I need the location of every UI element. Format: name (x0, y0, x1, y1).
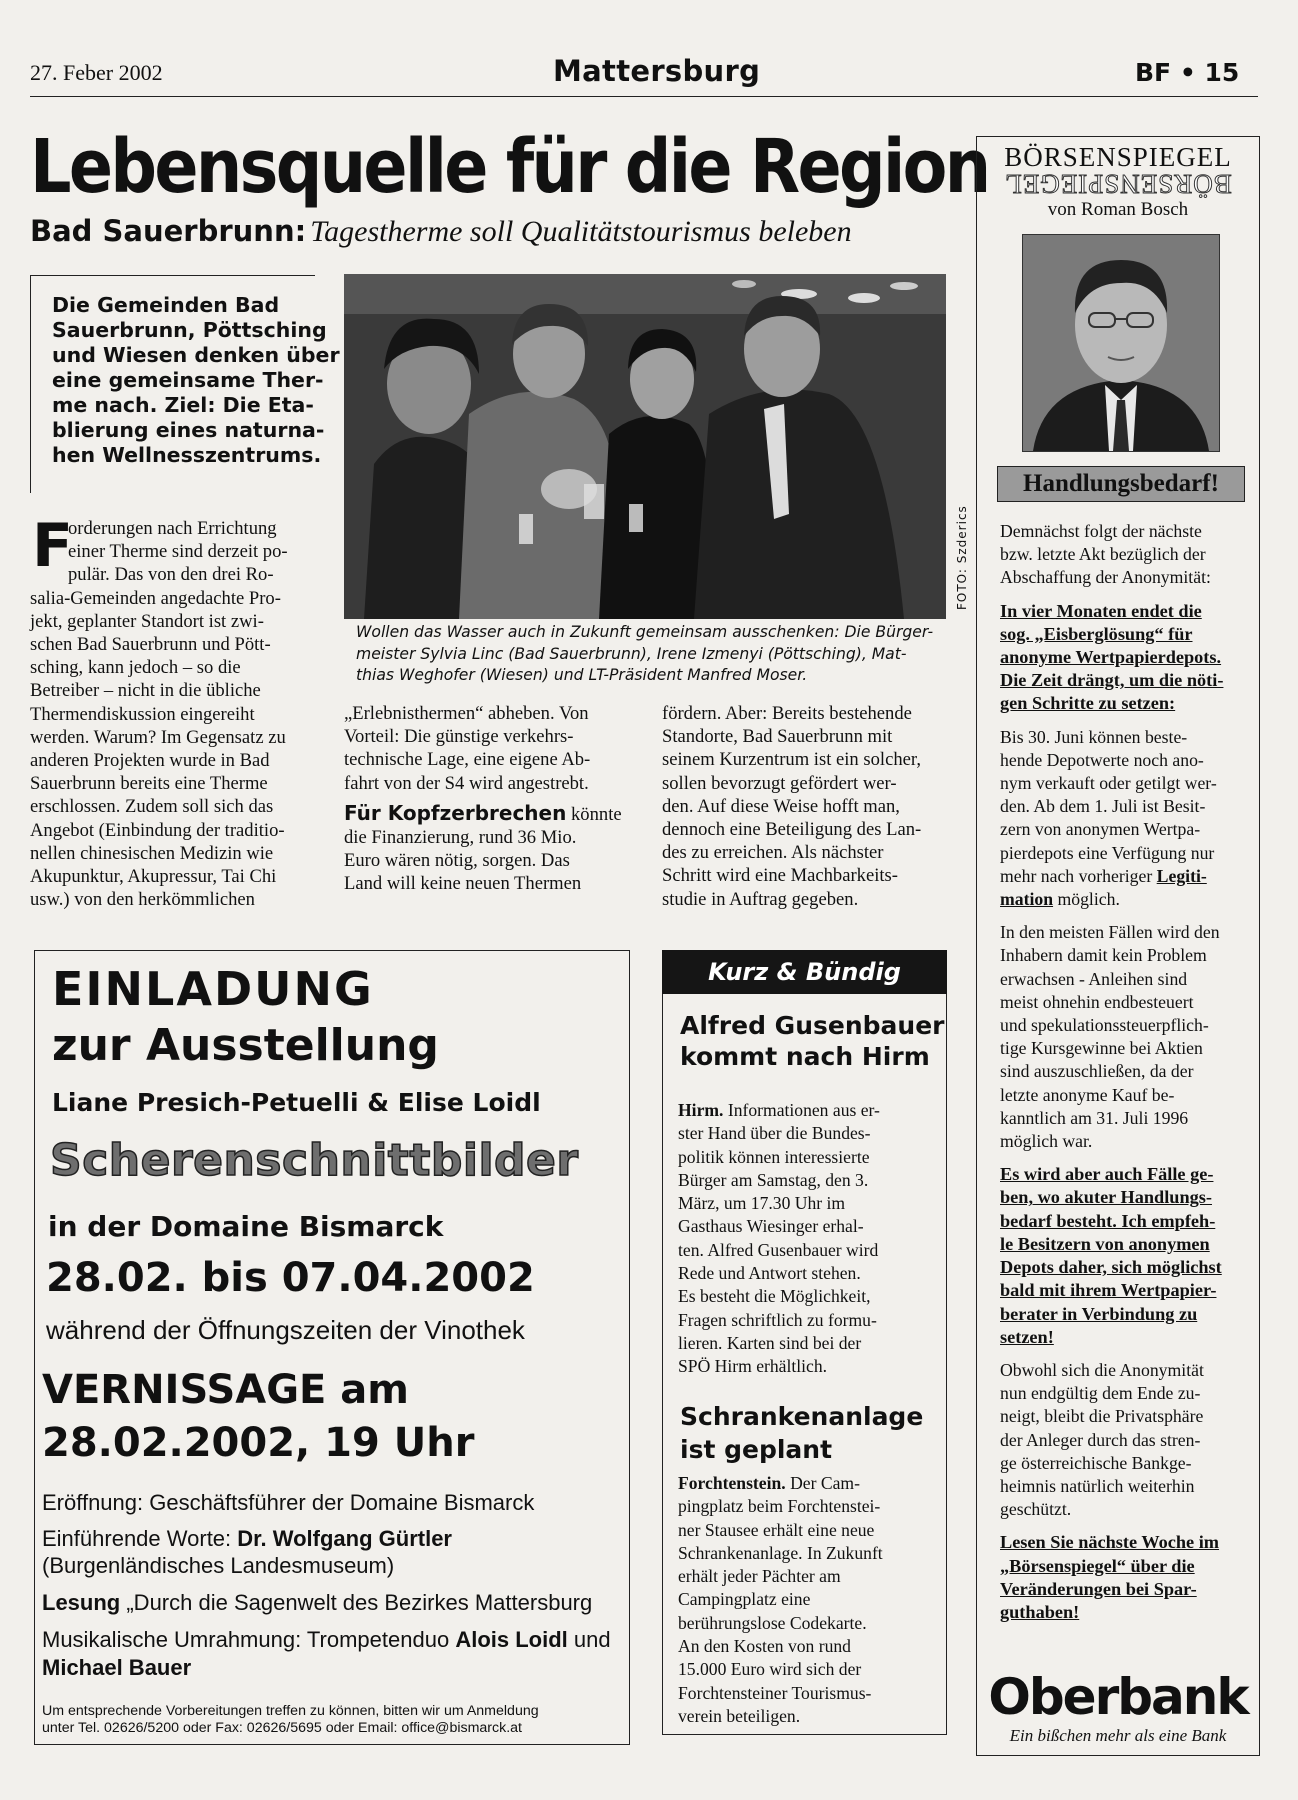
body-line: Land will keine neuen Thermen (344, 873, 582, 895)
body-line: erhält jeder Pächter am (678, 1566, 841, 1587)
body-line: Demnächst folgt der nächste (1000, 521, 1202, 541)
ad-music-name-2: Michael Bauer (42, 1655, 192, 1680)
body-line: bedarf besteht. Ich empfeh- (1000, 1210, 1216, 1231)
body-line: anonyme Wertpapierdepots. (1000, 647, 1222, 668)
article-subhead: Für Kopfzerbrechen (344, 800, 567, 825)
boersen-paragraph-6 (1000, 1359, 1244, 1521)
ad-footer-2: unter Tel. 02626/5200 oder Fax: 02626/5695 oder Email: office@bismarck.at (42, 1720, 522, 1736)
boersen-paragraph-1 (1000, 520, 1244, 590)
boersen-paragraph-5 (1000, 1163, 1244, 1349)
body-line: Sauerbrunn bereits eine Therme (30, 773, 268, 795)
body-line: die Finanzierung, rund 36 Mio. (344, 827, 577, 849)
lead-text (52, 293, 340, 468)
body-line: ten. Alfred Gusenbauer wird (678, 1239, 879, 1260)
body-line: Gasthaus Wiesinger erhal- (678, 1216, 864, 1237)
body-line: pierdepots eine Verfügung nur (1000, 842, 1215, 863)
body-line: heimnis natürlich weiterhin (1000, 1475, 1195, 1496)
body-line: neigt, bleibt die Privatsphäre (1000, 1406, 1204, 1427)
ad-music-label: Musikalische Umrahmung: Trompetenduo (42, 1627, 450, 1652)
body-line: Euro wären nötig, sorgen. Das (344, 850, 570, 872)
legitimation-part-1: Legiti- (1156, 865, 1207, 886)
body-line: mehr nach vorheriger Legiti- (1000, 865, 1207, 886)
ad-intro-name: Dr. Wolfgang Gürtler (237, 1526, 452, 1551)
kurz-head-line: kommt nach Hirm (680, 1042, 930, 1071)
photo-credit: FOTO: Szderics (955, 505, 969, 610)
body-line: An den Kosten von rund (678, 1636, 851, 1657)
body-line: verein beteiligen. (678, 1705, 801, 1726)
body-line: kanntlich am 31. Juli 1996 (1000, 1107, 1189, 1128)
body-line: jekt, geplanter Standort ist zwi- (30, 610, 264, 632)
section-title: Mattersburg (553, 54, 761, 88)
boersen-paragraph-7 (1000, 1531, 1244, 1624)
ad-einladung: EINLADUNG (52, 962, 374, 1016)
body-line: ster Hand über die Bundes- (678, 1123, 871, 1144)
body-line: und spekulationssteuerpflich- (1000, 1015, 1209, 1036)
body-line: Vorteil: Die günstige verkehrs- (344, 726, 574, 748)
body-line: erschlossen. Zudem soll sich das (30, 796, 274, 818)
ad-intro-label: Einführende Worte: (42, 1526, 232, 1551)
body-line: Die Zeit drängt, um die nöti- (1000, 670, 1224, 691)
boersen-author: von Roman Bosch (1047, 199, 1189, 220)
body-line: Hirm. Informationen aus er- (678, 1100, 880, 1120)
subhead-line (344, 802, 630, 826)
article-column-3 (662, 702, 948, 911)
body-line: politik können interessierte (678, 1146, 870, 1167)
body-line: berater in Verbindung zu (1000, 1303, 1198, 1324)
photo-illustration (344, 274, 946, 619)
body-line: Akupunktur, Akupressur, Tai Chi (30, 866, 277, 888)
body-line: „Erlebnisthermen“ abheben. Von (344, 703, 589, 724)
body-line: bzw. letzte Akt bezüglich der (1000, 544, 1206, 565)
kurz-head-line: Alfred Gusenbauer (680, 1011, 945, 1040)
body-line: März, um 17.30 Uhr im (678, 1193, 846, 1214)
body-line: Betreiber – nicht in die übliche (30, 680, 261, 702)
header-rule (30, 96, 1258, 97)
body-line: fördern. Aber: Bereits bestehende (662, 703, 912, 724)
body-line: zern von anonymen Wertpa- (1000, 819, 1201, 840)
ad-intro-org: (Burgenländisches Landesmuseum) (42, 1553, 395, 1578)
boersen-paragraph-2 (1000, 600, 1244, 716)
subheadline-kicker: Bad Sauerbrunn: (30, 214, 307, 248)
body-line: Bürger am Samstag, den 3. (678, 1169, 869, 1190)
kurz-place: Forchtenstein. (678, 1473, 786, 1493)
body-line: Standorte, Bad Sauerbrunn mit (662, 726, 893, 748)
body-line: meist ohnehin endbesteuert (1000, 991, 1194, 1012)
kurz-header: Kurz & Bündig (662, 950, 947, 994)
body-line: sind auszuschließen, da der (1000, 1061, 1194, 1082)
kurz-item-2-body (678, 1472, 930, 1728)
subheadline (30, 214, 852, 249)
ad-reading-label: Lesung (42, 1590, 121, 1615)
body-line: der Anleger durch das stren- (1000, 1429, 1201, 1450)
article-column-2 (344, 702, 630, 896)
body-line: studie in Auftrag gegeben. (662, 888, 859, 910)
body-line: 15.000 Euro wird sich der (678, 1659, 862, 1680)
subheadline-text: Tagestherme soll Qualitätstourismus beleben (310, 215, 852, 248)
ad-reading (42, 1590, 592, 1616)
body-line: Abschaffung der Anonymität: (1000, 567, 1211, 588)
body-line: anderen Projekten wurde in Bad (30, 750, 270, 772)
body-line: mation möglich. (1000, 889, 1120, 910)
body-line: gen Schritte zu setzen: (1000, 693, 1176, 714)
body-line: Fragen schriftlich zu formu- (678, 1309, 877, 1330)
dropcap: F (32, 511, 73, 581)
lead-line: Sauerbrunn, Pöttsching (52, 318, 327, 342)
caption-line: meister Sylvia Linc (Bad Sauerbrunn), Irene Izmenyi (Pöttsching), Mat- (356, 644, 907, 663)
lead-line: hen Wellnesszentrums. (52, 443, 322, 467)
body-line: seinem Kurzentrum ist ein solcher, (662, 749, 921, 771)
kurz-item-1-head (680, 1010, 944, 1072)
body-line: Rede und Antwort stehen. (678, 1263, 861, 1284)
body-line: orderungen nach Errichtung (68, 518, 277, 539)
body-line: lieren. Karten sind bei der (678, 1332, 862, 1353)
author-portrait (1022, 234, 1220, 452)
body-line: Forchtenstein. Der Cam- (678, 1473, 860, 1493)
body-line: Forchtensteiner Tourismus- (678, 1682, 872, 1703)
article-column-1 (30, 511, 314, 911)
body-line: guthaben! (1000, 1601, 1080, 1622)
body-line: setzen! (1000, 1326, 1054, 1347)
legitimation-part-2: mation (1000, 889, 1054, 910)
issue-date: 27. Feber 2002 (30, 60, 163, 85)
article-photo (344, 274, 946, 619)
body-line: SPÖ Hirm erhältlich. (678, 1356, 828, 1377)
ad-footer-1: Um entsprechende Vorbereitungen treffen zu können, bitten wir um Anmeldung (42, 1703, 539, 1719)
body-line: einer Therme sind derzeit po- (68, 541, 288, 563)
ad-intro (42, 1526, 452, 1552)
body-line: technische Lage, eine eigene Ab- (344, 749, 591, 771)
body-line: möglich war. (1000, 1131, 1093, 1152)
boersen-subhead: Handlungsbedarf! (997, 466, 1245, 502)
kurz-place: Hirm. (678, 1100, 724, 1120)
body-line: Angebot (Einbindung der traditio- (30, 819, 285, 841)
body-line: nun endgültig dem Ende zu- (1000, 1383, 1201, 1404)
body-line: Campingplatz eine (678, 1589, 811, 1610)
body-line: salia-Gemeinden angedachte Pro- (30, 587, 281, 609)
subhead-rest: könnte (571, 803, 622, 825)
lead-line: eine gemeinsame Ther- (52, 368, 324, 392)
body-line: den. Auf diese Weise hofft man, (662, 795, 900, 817)
page-label (1135, 58, 1239, 87)
ad-vernissage-2: 28.02.2002, 19 Uhr (42, 1420, 475, 1466)
body-line: Inhabern damit kein Problem (1000, 945, 1207, 966)
photo-caption (356, 622, 933, 687)
body-line: pingplatz beim Forchtenstei- (678, 1496, 881, 1517)
body-line: schen Bad Sauerbrunn und Pött- (30, 634, 271, 656)
paper-name: BF (1135, 58, 1172, 87)
kurz-item-2-head (680, 1400, 923, 1466)
lead-line: blierung eines naturna- (52, 418, 325, 442)
body-line: „Börsenspiegel“ über die (1000, 1555, 1195, 1576)
oberbank-slogan: Ein bißchen mehr als eine Bank (1009, 1726, 1227, 1745)
lead-top-rule (30, 275, 315, 276)
body-line: berührungslose Codekarte. (678, 1612, 867, 1633)
body-line: Schrankenanlage. In Zukunft (678, 1542, 883, 1563)
ad-reading-text: „Durch die Sagenwelt des Bezirkes Mattersburg (126, 1590, 593, 1615)
body-line: dennoch eine Beteiligung des Lan- (662, 819, 922, 841)
body-line: Schritt wird eine Machbarkeits- (662, 865, 898, 887)
kurz-item-1-body (678, 1099, 930, 1379)
kurz-head-line: ist geplant (680, 1435, 833, 1464)
body-line: den. Ab dem 1. Juli ist Besit- (1000, 796, 1206, 817)
boersen-paragraph-4 (1000, 921, 1244, 1153)
body-line: Veränderungen bei Spar- (1000, 1578, 1197, 1599)
portrait-illustration (1023, 235, 1219, 451)
ad-ausstellung: zur Ausstellung (52, 1020, 439, 1071)
ad-opening: Eröffnung: Geschäftsführer der Domaine Bismarck (42, 1490, 535, 1515)
body-line: werden. Warum? Im Gegensatz zu (30, 726, 286, 748)
ad-vernissage-1: VERNISSAGE am (42, 1367, 409, 1413)
caption-line: thias Weghofer (Wiesen) und LT-Präsident Manfred Moser. (356, 666, 808, 684)
boersen-text (1000, 520, 1244, 1624)
body-line: Bis 30. Juni können beste- (1000, 726, 1188, 747)
body-line: des zu erreichen. Als nächster (662, 842, 884, 864)
body-line: nellen chinesischen Medizin wie (30, 842, 274, 864)
body-line: ner Stausee erhält eine neue (678, 1519, 875, 1540)
body-line: ge österreichische Bankge- (1000, 1452, 1192, 1473)
ad-artists: Liane Presich-Petuelli & Elise Loidl (52, 1088, 541, 1117)
ad-venue: in der Domaine Bismarck (48, 1210, 444, 1243)
body-line: Lesen Sie nächste Woche im (1000, 1532, 1220, 1553)
body-line: sching, kann jedoch – so die (30, 657, 241, 679)
lead-line: Die Gemeinden Bad (52, 293, 280, 317)
caption-line: Wollen das Wasser auch in Zukunft gemeinsam ausschenken: Die Bürger- (356, 623, 934, 641)
body-line: Obwohl sich die Anonymität (1000, 1359, 1204, 1380)
body-line: bald mit ihrem Wertpapier- (1000, 1280, 1217, 1301)
body-line: hende Depotwerte noch ano- (1000, 749, 1204, 770)
body-line: sog. „Eisberglösung“ für (1000, 623, 1193, 644)
ad-dates: 28.02. bis 07.04.2002 (46, 1255, 535, 1301)
body-line: le Besitzern von anonymen (1000, 1233, 1210, 1254)
ad-music-name-1: Alois Loidl (455, 1627, 568, 1652)
body-line: geschützt. (1000, 1499, 1072, 1520)
body-line: ben, wo akuter Handlungs- (1000, 1187, 1212, 1208)
body-line: Depots daher, sich möglichst (1000, 1257, 1222, 1278)
lead-line: und Wiesen denken über (52, 343, 340, 367)
bullet-icon: • (1171, 58, 1205, 87)
boersen-title-mirror: BÖRSENSPIEGEL (1004, 169, 1232, 199)
lead-line: me nach. Ziel: Die Eta- (52, 393, 314, 417)
body-line: erwachsen - Anleihen sind (1000, 968, 1188, 989)
body-line: usw.) von den herkömmlichen (30, 889, 255, 911)
ad-music-and: und (573, 1627, 611, 1652)
body-line: In vier Monaten endet die (1000, 600, 1202, 621)
ad-work-title: Scherenschnittbilder (50, 1135, 579, 1186)
boersen-paragraph-3 (1000, 726, 1244, 912)
body-line: tige Kursgewinne bei Aktien (1000, 1038, 1203, 1059)
body-line: In den meisten Fällen wird den (1000, 922, 1220, 943)
body-line: Es besteht die Möglichkeit, (678, 1286, 871, 1307)
body-line: Thermendiskussion eingereiht (30, 703, 255, 725)
lead-left-rule (30, 275, 31, 493)
ad-hours: während der Öffnungszeiten der Vinothek (46, 1315, 525, 1345)
ad-music (42, 1627, 611, 1653)
body-line: fahrt von der S4 wird angestrebt. (344, 772, 589, 794)
page-number: 15 (1204, 58, 1240, 87)
body-line: nym verkauft oder getilgt wer- (1000, 773, 1217, 794)
body-line: letzte anonyme Kauf be- (1000, 1084, 1175, 1105)
oberbank-logo: Oberbank (988, 1668, 1248, 1726)
body-line: Es wird aber auch Fälle ge- (1000, 1164, 1214, 1185)
headline: Lebensquelle für die Region (30, 124, 989, 210)
body-line: sollen bevorzugt gefördert wer- (662, 772, 897, 794)
kurz-head-line: Schrankenanlage (680, 1402, 924, 1431)
body-line: pulär. Das von den drei Ro- (68, 564, 274, 586)
boersen-title: BÖRSENSPIEGEL (1004, 142, 1232, 172)
